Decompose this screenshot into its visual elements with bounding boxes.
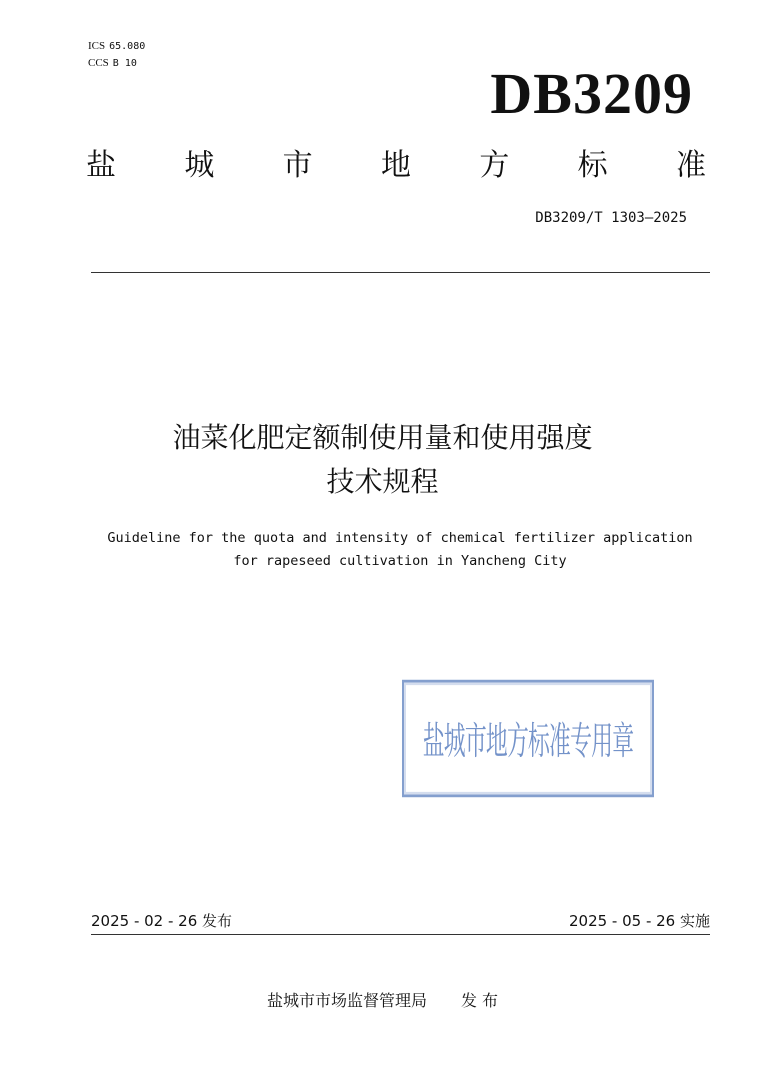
title-cn-line2: 技术规程: [326, 465, 439, 498]
db-code: DB3209: [490, 61, 693, 126]
standard-type: [86, 146, 706, 186]
standard-type-char: 准: [675, 148, 706, 183]
implement-date: 2025 - 05 - 26 实施: [568, 912, 710, 930]
ccs-label: CCS: [88, 57, 109, 69]
ics-label: ICS: [88, 40, 106, 52]
publisher: [0, 988, 765, 1011]
standard-type-char: 盐: [86, 148, 116, 183]
stamp-text: 盐城市地方标准专用章: [422, 718, 634, 763]
ics-line: [88, 38, 145, 55]
standard-type-char: 标: [577, 148, 608, 183]
standard-type-char: 方: [479, 148, 510, 183]
ccs-code: B 10: [112, 58, 137, 69]
publisher-name: 盐城市市场监督管理局: [266, 991, 427, 1010]
title-cn-line1: 油菜化肥定额制使用量和使用强度: [172, 421, 593, 454]
issue-date: 2025 - 02 - 26 发布: [91, 912, 233, 930]
standard-number: DB3209/T 1303—2025: [535, 210, 687, 226]
top-divider: [91, 272, 710, 273]
classification-block: [88, 38, 145, 72]
ccs-line: [88, 55, 145, 72]
publisher-action: 发 布: [460, 991, 499, 1010]
standard-type-char: 地: [380, 148, 411, 183]
title-en-line2: for rapeseed cultivation in Yancheng City: [233, 553, 567, 569]
ics-code: 65.080: [109, 41, 146, 52]
bottom-divider: [91, 934, 710, 935]
title-en-line1: Guideline for the quota and intensity of chemical fertilizer application: [107, 530, 693, 546]
standard-type-char: 市: [282, 148, 313, 183]
official-stamp: [402, 680, 654, 797]
standard-type-char: 城: [184, 148, 215, 183]
